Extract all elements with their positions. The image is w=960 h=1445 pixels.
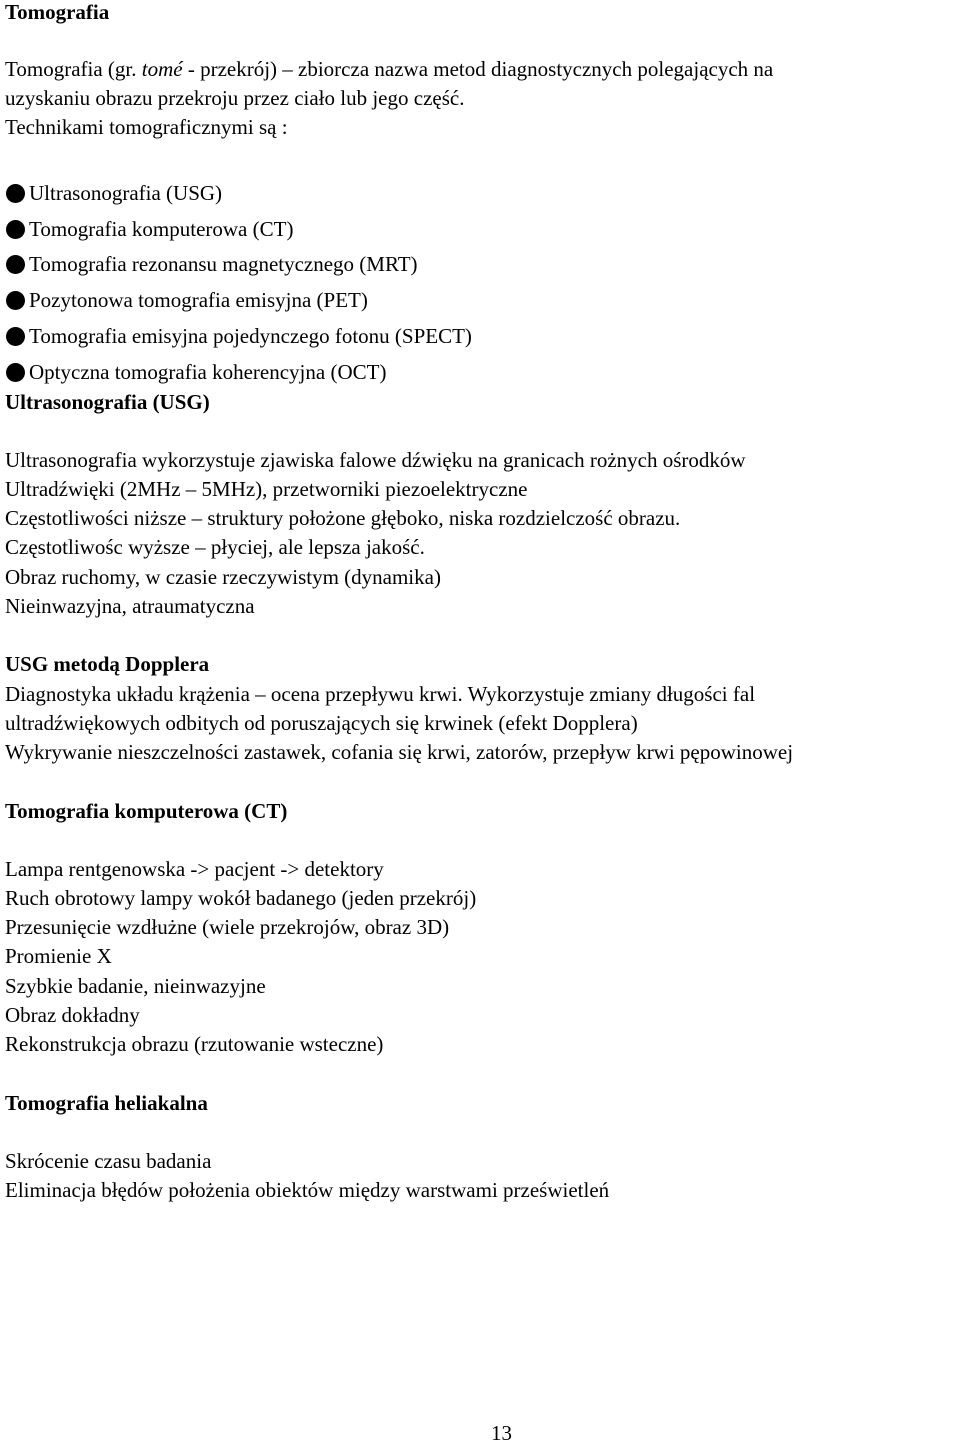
bullet-dot-icon xyxy=(6,184,25,203)
intro-line-1-pre: Tomografia (gr. xyxy=(5,57,142,81)
intro-line-1-italic: tomé xyxy=(141,57,183,81)
technique-item xyxy=(6,324,472,348)
doppler-line: Diagnostyka układu krążenia – ocena przepływu krwi. Wykorzystuje zmiany długości fal xyxy=(5,682,756,706)
technique-label: Pozytonowa tomografia emisyjna (PET) xyxy=(29,288,368,312)
technique-label: Optyczna tomografia koherencyjna (OCT) xyxy=(29,360,387,384)
usg-line: Ultradźwięki (2MHz – 5MHz), przetworniki piezoelektryczne xyxy=(5,477,528,501)
usg-line: Ultrasonografia wykorzystuje zjawiska falowe dźwięku na granicach rożnych ośrodków xyxy=(5,448,746,472)
page-title: Tomografia xyxy=(5,0,110,24)
usg-line: Częstotliwośc wyższe – płyciej, ale lepsza jakość. xyxy=(5,535,425,559)
helical-heading: Tomografia heliakalna xyxy=(5,1091,208,1115)
ct-heading: Tomografia komputerowa (CT) xyxy=(5,799,288,823)
ct-line: Obraz dokładny xyxy=(5,1003,140,1027)
technique-item xyxy=(6,360,386,384)
helical-line: Eliminacja błędów położenia obiektów między warstwami prześwietleń xyxy=(5,1178,610,1202)
bullet-dot-icon xyxy=(6,255,25,274)
technique-item xyxy=(6,217,293,241)
doppler-line: ultradźwiękowych odbitych od poruszających się krwinek (efekt Dopplera) xyxy=(5,711,638,735)
intro-line-3: Technikami tomograficznymi są : xyxy=(5,115,288,139)
technique-label: Ultrasonografia (USG) xyxy=(29,181,223,205)
intro-line-1 xyxy=(5,57,773,81)
bullet-dot-icon xyxy=(6,363,25,382)
usg-heading: Ultrasonografia (USG) xyxy=(5,390,210,414)
ct-line: Szybkie badanie, nieinwazyjne xyxy=(5,974,266,998)
bullet-dot-icon xyxy=(6,291,25,310)
technique-label: Tomografia rezonansu magnetycznego (MRT) xyxy=(29,252,418,276)
page-number: 13 xyxy=(491,1421,512,1445)
doppler-line: Wykrywanie nieszczelności zastawek, cofania się krwi, zatorów, przepływ krwi pępowinowej xyxy=(5,740,794,764)
ct-line: Ruch obrotowy lampy wokół badanego (jeden przekrój) xyxy=(5,886,477,910)
ct-line: Rekonstrukcja obrazu (rzutowanie wsteczne) xyxy=(5,1032,384,1056)
technique-label: Tomografia emisyjna pojedynczego fotonu (SPECT) xyxy=(29,324,472,348)
ct-line: Przesunięcie wzdłużne (wiele przekrojów, obraz 3D) xyxy=(5,915,450,939)
helical-line: Skrócenie czasu badania xyxy=(5,1149,212,1173)
usg-line: Nieinwazyjna, atraumatyczna xyxy=(5,594,255,618)
technique-item xyxy=(6,252,418,276)
technique-item xyxy=(6,288,368,312)
technique-item xyxy=(6,181,222,205)
bullet-dot-icon xyxy=(6,220,25,239)
intro-line-2: uzyskaniu obrazu przekroju przez ciało lub jego część. xyxy=(5,86,465,110)
intro-line-1-post: - przekrój) – zbiorcza nazwa metod diagnostycznych polegających na xyxy=(182,57,774,81)
technique-label: Tomografia komputerowa (CT) xyxy=(29,217,294,241)
ct-line: Promienie X xyxy=(5,944,112,968)
ct-line: Lampa rentgenowska -> pacjent -> detektory xyxy=(5,857,384,881)
usg-line: Częstotliwości niższe – struktury położone głęboko, niska rozdzielczość obrazu. xyxy=(5,506,681,530)
bullet-dot-icon xyxy=(6,327,25,346)
doppler-heading: USG metodą Dopplera xyxy=(5,652,210,676)
usg-line: Obraz ruchomy, w czasie rzeczywistym (dynamika) xyxy=(5,565,441,589)
